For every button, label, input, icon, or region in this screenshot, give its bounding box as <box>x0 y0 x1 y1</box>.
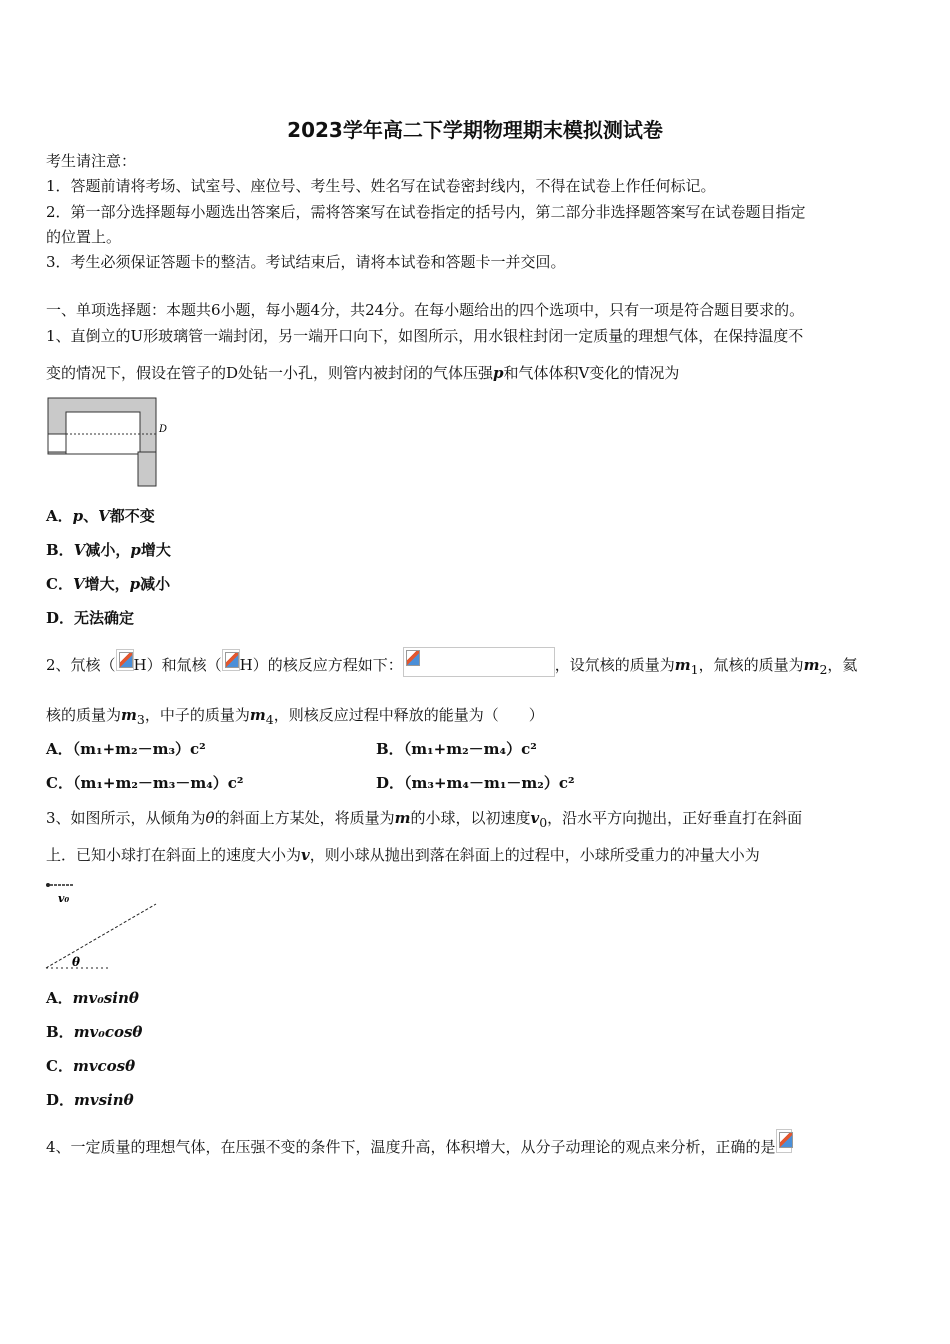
notice-heading: 考生请注意： <box>46 152 137 170</box>
q3-option-d <box>46 1090 134 1110</box>
option-text: 都不变 <box>109 507 155 525</box>
ball-marker <box>46 883 50 887</box>
q3-text: 的小球，以初速度 <box>410 809 531 827</box>
option-letter: B． <box>376 740 404 758</box>
mass-subscript: 1 <box>690 662 699 677</box>
mass-subscript: 3 <box>136 712 145 727</box>
notice-item: 的位置上。 <box>46 228 122 246</box>
q1-option-d <box>46 608 134 628</box>
option-text: 增大 <box>140 541 171 559</box>
option-expr: mvcosθ <box>72 1057 136 1075</box>
incline-line <box>46 904 156 968</box>
option-letter: D． <box>46 1091 75 1109</box>
notice-item: 3．考生必须保证答题卡的整洁。考试结束后，请将本试卷和答题卡一并交回。 <box>46 253 566 271</box>
option-letter: C． <box>46 575 73 593</box>
v0-label: v₀ <box>58 892 70 905</box>
q1-stem-line2 <box>46 363 679 383</box>
option-expr: （m₁+m₂－m₄）c² <box>403 740 537 758</box>
q3-text: 上．已知小球打在斜面上的速度大小为 <box>46 846 302 864</box>
u-tube-mercury-column <box>138 452 156 486</box>
q1-pressure-symbol: p <box>493 364 504 382</box>
option-expr: mv₀sinθ <box>72 989 139 1007</box>
option-sep: 减小， <box>85 541 131 559</box>
option-letter: C． <box>46 774 73 792</box>
option-var: V <box>73 541 86 559</box>
option-letter: D． <box>46 609 75 627</box>
theta-symbol: θ <box>205 809 215 827</box>
option-var: V <box>72 575 85 593</box>
u-tube-figure <box>46 396 168 488</box>
u-tube-inner-gap <box>66 412 140 454</box>
q2-text: ，中子的质量为 <box>144 706 250 724</box>
q2-text: 2、氘核（ <box>46 656 116 674</box>
q3-stem-line1 <box>46 808 802 833</box>
q2-text: ，则核反应过程中释放的能量为（ ） <box>273 706 544 724</box>
option-expr: mvsinθ <box>74 1091 134 1109</box>
option-letter: A． <box>46 507 73 525</box>
notice-item: 2．第一部分选择题每小题选出答案后，需将答案写在试卷指定的括号内，第二部分非选择题答案写在试卷题目指定 <box>46 203 806 221</box>
q2-stem-line1 <box>46 655 857 680</box>
q4-text: 4、一定质量的理想气体，在压强不变的条件下，温度升高，体积增大，从分子动理论的观点来分析，正确的是 <box>46 1138 776 1156</box>
option-sep: 、 <box>83 507 99 525</box>
theta-label: θ <box>72 955 81 969</box>
incline-figure <box>44 880 162 972</box>
mass-symbol: m <box>121 706 137 724</box>
q2-option-b <box>376 739 537 759</box>
q3-stem-line2 <box>46 845 760 865</box>
velocity-subscript: 0 <box>539 815 548 830</box>
option-letter: A． <box>46 989 73 1007</box>
q3-text: 3、如图所示，从倾角为 <box>46 809 206 827</box>
reaction-equation-image <box>403 647 555 677</box>
tritium-symbol-image <box>222 649 240 671</box>
q1-stem-text: 变的情况下，假设在管子的D处钻一小孔，则管内被封闭的气体压强 <box>46 364 494 382</box>
mass-subscript: 2 <box>819 662 828 677</box>
q2-option-a <box>46 739 206 759</box>
u-tube-label-d: D <box>159 424 168 435</box>
velocity-symbol: v <box>530 809 540 827</box>
option-expr: （m₁+m₂－m₃－m₄）c² <box>72 774 244 792</box>
u-tube-closed-end <box>48 434 66 452</box>
deuterium-symbol-image <box>116 649 134 671</box>
option-letter: A． <box>46 740 73 758</box>
option-sep: 增大， <box>84 575 130 593</box>
q2-option-d <box>376 773 575 793</box>
option-var: p <box>72 507 84 525</box>
mass-symbol: m <box>674 656 691 674</box>
notice-item: 1．答题前请将考场、试室号、座位号、考生号、姓名写在试卷密封线内，不得在试卷上作任何标记。 <box>46 177 716 195</box>
q2-stem-line2 <box>46 705 544 730</box>
q2-text: ，设氘核的质量为 <box>554 656 675 674</box>
q2-text: ，氚核的质量为 <box>698 656 804 674</box>
q4-inline-image <box>776 1129 792 1153</box>
option-text: 无法确定 <box>74 609 135 627</box>
q1-option-c <box>46 574 170 594</box>
q3-text: ，沿水平方向抛出，正好垂直打在斜面 <box>547 809 803 827</box>
mass-symbol: m <box>803 656 820 674</box>
option-var: V <box>98 507 110 525</box>
mass-symbol: m <box>394 809 411 827</box>
q3-option-a <box>46 988 139 1008</box>
q2-text: 核的质量为 <box>46 706 122 724</box>
q3-text: ，则小球从抛出到落在斜面上的过程中，小球所受重力的冲量大小为 <box>309 846 760 864</box>
option-expr: （m₃+m₄－m₁－m₂）c² <box>404 774 575 792</box>
option-letter: B． <box>46 541 74 559</box>
q2-option-c <box>46 773 244 793</box>
q2-text: H）的核反应方程如下： <box>239 656 403 674</box>
option-expr: （m₁+m₂－m₃）c² <box>72 740 206 758</box>
q1-stem-text-b: 和气体体积V变化的情况为 <box>503 364 680 382</box>
option-text: 减小 <box>140 575 171 593</box>
q4-stem-line1 <box>46 1137 792 1157</box>
option-expr: mv₀cosθ <box>73 1023 143 1041</box>
mass-subscript: 4 <box>265 712 274 727</box>
q2-text: H）和氚核（ <box>133 656 222 674</box>
q1-stem-line1: 1、直倒立的U形玻璃管一端封闭，另一端开口向下，如图所示，用水银柱封闭一定质量的理想气体，在保持温度不 <box>46 327 804 345</box>
option-var: p <box>129 575 141 593</box>
mass-symbol: m <box>249 706 266 724</box>
q1-option-a <box>46 506 155 526</box>
q2-text: ，氦 <box>827 656 858 674</box>
page-title: 2023学年高二下学期物理期末模拟测试卷 <box>287 118 663 142</box>
q3-option-c <box>46 1056 135 1076</box>
q1-option-b <box>46 540 171 560</box>
section-heading: 一、单项选择题：本题共6小题，每小题4分，共24分。在每小题给出的四个选项中，只有一项是符合题目要求的。 <box>46 301 805 319</box>
q3-option-b <box>46 1022 142 1042</box>
q3-text: 的斜面上方某处，将质量为 <box>214 809 395 827</box>
velocity-symbol: v <box>301 846 310 864</box>
option-letter: D． <box>376 774 405 792</box>
option-letter: C． <box>46 1057 73 1075</box>
option-var: p <box>130 541 141 559</box>
option-letter: B． <box>46 1023 74 1041</box>
